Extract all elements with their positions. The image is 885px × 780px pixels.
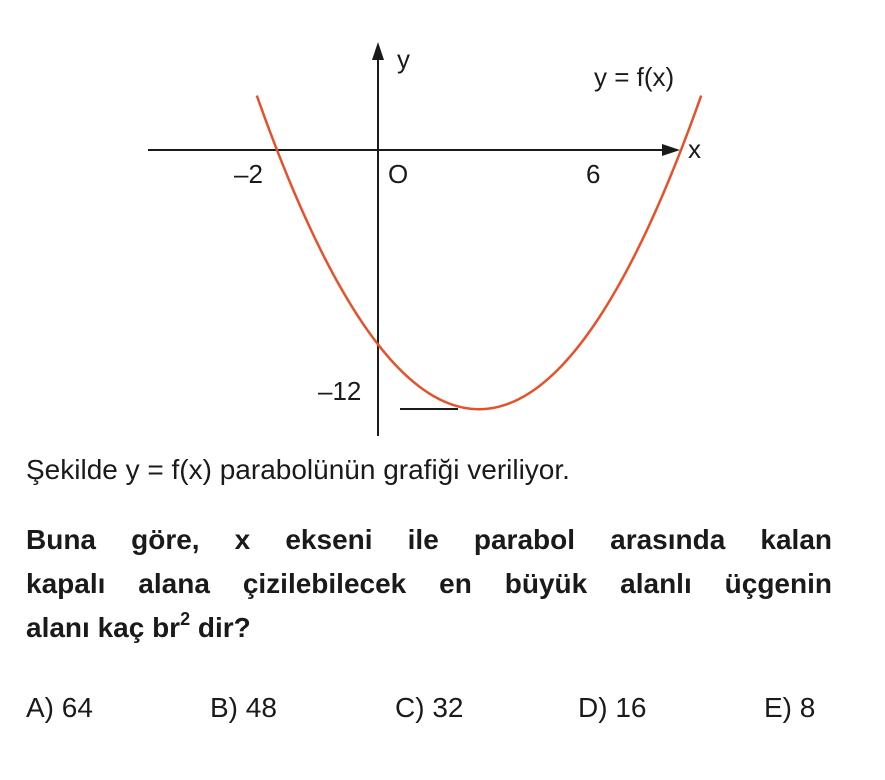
x-root-right-label: 6	[586, 159, 601, 189]
choice-c[interactable]: C) 32	[395, 692, 464, 723]
unit-exponent: 2	[180, 609, 191, 629]
question-line-3	[26, 606, 832, 650]
y-axis-label: y	[397, 44, 410, 74]
question-line-1: Buna göre, x ekseni ile parabol arasında kalan	[26, 524, 832, 555]
question-line-3-end: dir?	[190, 612, 251, 643]
parabola-curve	[257, 96, 701, 410]
choice-b[interactable]: B) 48	[210, 692, 277, 723]
choice-a[interactable]: A) 64	[26, 692, 93, 723]
x-axis-arrow-icon	[662, 144, 680, 156]
choice-e[interactable]: E) 8	[764, 692, 816, 723]
problem-intro: Şekilde y = f(x) parabolünün grafiği veriliyor.	[26, 454, 570, 485]
y-intercept-label: –12	[318, 376, 362, 406]
question-line-2: kapalı alana çizilebilecek en büyük alanlı üçgenin	[26, 568, 832, 599]
choice-d[interactable]: D) 16	[578, 692, 647, 723]
y-axis-arrow-icon	[372, 42, 384, 60]
question-line-3-start: alanı kaç br	[26, 612, 181, 643]
x-axis-label: x	[688, 134, 701, 164]
problem-question	[26, 518, 832, 650]
curve-label: y = f(x)	[594, 62, 675, 92]
origin-label: O	[388, 159, 409, 189]
x-root-left-label: –2	[234, 159, 263, 189]
